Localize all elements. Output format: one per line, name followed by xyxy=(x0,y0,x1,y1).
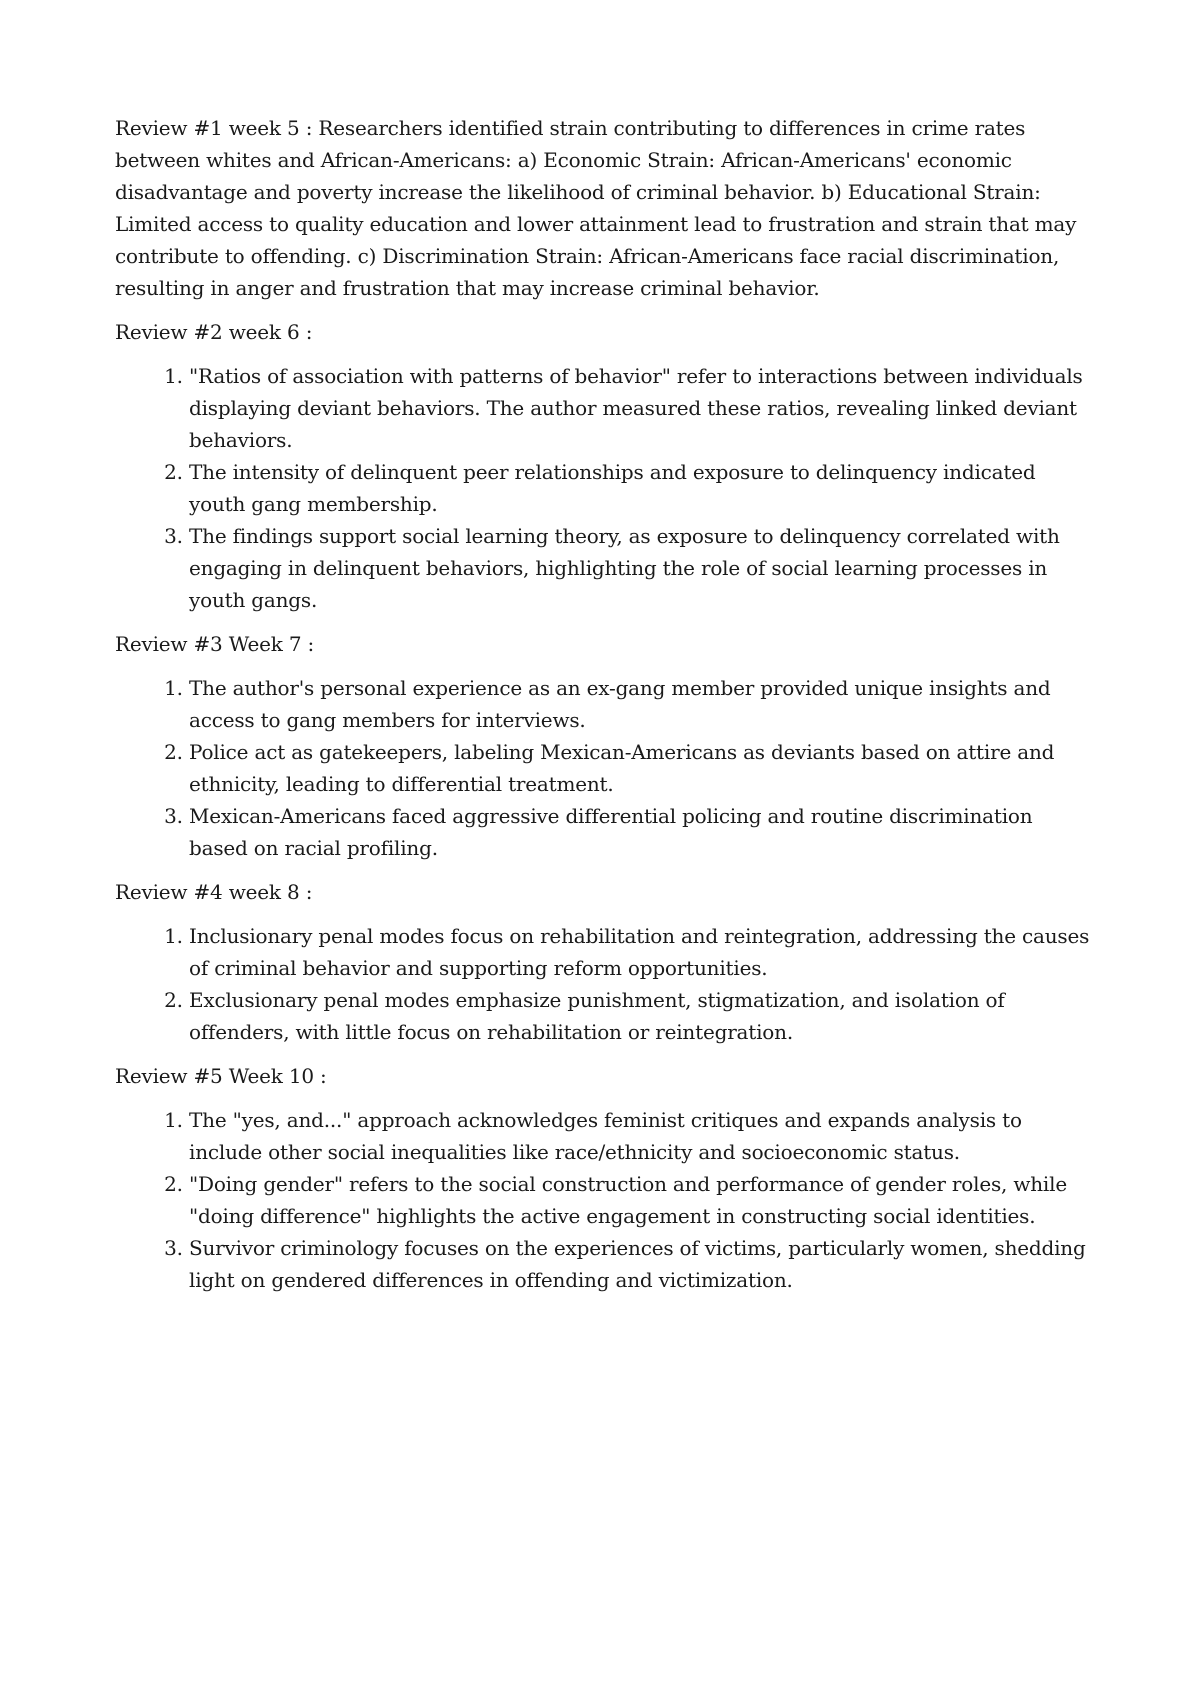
list-item: 3. Survivor criminology focuses on the experiences of victims, particularly women, shedding light on gendered differences in offending and victimization. xyxy=(189,1232,1095,1296)
review-3-heading: Review #3 Week 7 : xyxy=(115,632,315,656)
list-item: 3. Mexican-Americans faced aggressive differential policing and routine discrimination based on racial profiling. xyxy=(189,800,1095,864)
list-item: 2. Police act as gatekeepers, labeling Mexican-Americans as deviants based on attire and ethnicity, leading to differential treatment. xyxy=(189,736,1095,800)
list-item: 1. The author's personal experience as an ex-gang member provided unique insights and access to gang members for interviews. xyxy=(189,672,1095,736)
review-2-list xyxy=(115,360,1095,616)
review-5-list xyxy=(115,1104,1095,1296)
review-2-heading: Review #2 week 6 : xyxy=(115,320,313,344)
list-item: 1. Inclusionary penal modes focus on rehabilitation and reintegration, addressing the causes of criminal behavior and supporting reform opportunities. xyxy=(189,920,1095,984)
review-1-body: Researchers identified strain contributing to differences in crime rates between whites and African-Americans: a) Economic Strain: African-Americans' economic disadvantage and poverty increase the likelihood of criminal behavior. b) Educational Strain: Limited access to quality education and lower attainment lead to frustration and strain that may contribute to offending. c) Discrimination Strain: African-Americans face racial discrimination, resulting in anger and frustration that may increase criminal behavior. xyxy=(115,116,1077,300)
review-3-list xyxy=(115,672,1095,864)
document-page xyxy=(115,112,1095,1308)
list-item: 1. "Ratios of association with patterns of behavior" refer to interactions between individuals displaying deviant behaviors. The author measured these ratios, revealing linked deviant behaviors. xyxy=(189,360,1095,456)
review-4-list xyxy=(115,920,1095,1048)
review-1-paragraph xyxy=(115,112,1095,304)
list-item: 3. The findings support social learning theory, as exposure to delinquency correlated with engaging in delinquent behaviors, highlighting the role of social learning processes in youth gangs. xyxy=(189,520,1095,616)
list-item: 1. The "yes, and..." approach acknowledges feminist critiques and expands analysis to include other social inequalities like race/ethnicity and socioeconomic status. xyxy=(189,1104,1095,1168)
list-item: 2. The intensity of delinquent peer relationships and exposure to delinquency indicated youth gang membership. xyxy=(189,456,1095,520)
review-1-heading: Review #1 week 5 : xyxy=(115,116,313,140)
list-item: 2. Exclusionary penal modes emphasize punishment, stigmatization, and isolation of offenders, with little focus on rehabilitation or reintegration. xyxy=(189,984,1095,1048)
review-4-heading: Review #4 week 8 : xyxy=(115,880,313,904)
list-item: 2. "Doing gender" refers to the social construction and performance of gender roles, while "doing difference" highlights the active engagement in constructing social identities. xyxy=(189,1168,1095,1232)
review-5-heading: Review #5 Week 10 : xyxy=(115,1064,327,1088)
